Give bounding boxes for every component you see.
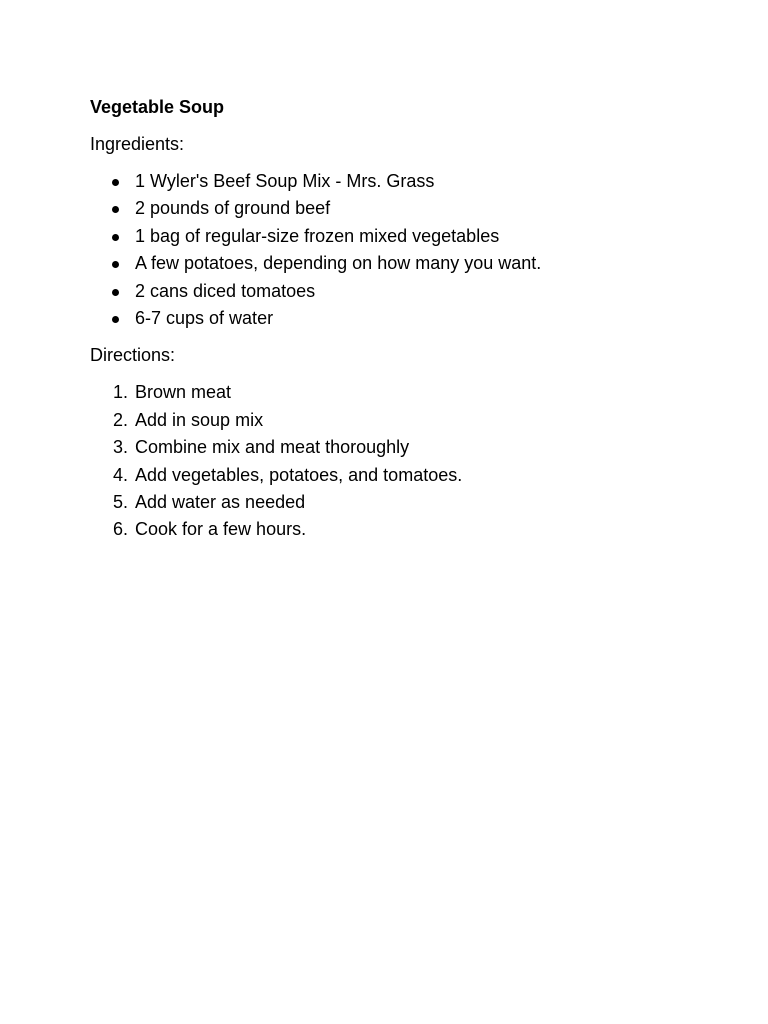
direction-step — [90, 489, 690, 516]
step-text: Add in soup mix — [135, 409, 264, 430]
recipe-title: Vegetable Soup — [90, 97, 225, 117]
directions-heading: Directions: — [90, 345, 176, 366]
ingredients-heading: Ingredients: — [90, 134, 185, 154]
step-number: 4. — [113, 464, 129, 485]
directions-list — [90, 379, 690, 543]
step-text: Combine mix and meat thoroughly — [135, 437, 410, 458]
step-number: 3. — [113, 437, 129, 458]
ingredient-item — [90, 278, 690, 305]
ingredient-text: A few potatoes, depending on how many you want. — [135, 253, 542, 274]
bullet-icon — [112, 179, 119, 186]
bullet-icon — [112, 316, 119, 323]
step-number: 5. — [113, 491, 129, 512]
step-text: Add vegetables, potatoes, and tomatoes. — [135, 464, 463, 485]
ingredient-item — [90, 168, 690, 195]
bullet-icon — [112, 206, 119, 213]
step-text: Add water as needed — [135, 491, 306, 512]
step-number: 6. — [113, 519, 129, 540]
direction-step — [90, 379, 690, 406]
bullet-icon — [112, 234, 119, 241]
direction-step — [90, 462, 690, 489]
step-text: Cook for a few hours. — [135, 519, 307, 540]
bullet-icon — [112, 261, 119, 268]
ingredient-text: 1 Wyler's Beef Soup Mix - Mrs. Grass — [135, 171, 435, 191]
direction-step — [90, 434, 690, 461]
ingredient-text: 2 pounds of ground beef — [135, 198, 331, 219]
ingredient-item — [90, 305, 690, 332]
ingredient-item — [90, 223, 690, 250]
step-number: 1. — [113, 382, 129, 403]
ingredient-item — [90, 195, 690, 222]
document-body — [90, 94, 690, 554]
ingredient-text: 1 bag of regular-size frozen mixed vegetables — [135, 225, 500, 246]
ingredient-item — [90, 250, 690, 277]
step-text: Brown meat — [135, 382, 232, 403]
direction-step — [90, 516, 690, 543]
ingredient-text: 2 cans diced tomatoes — [135, 280, 316, 301]
ingredients-list — [90, 168, 690, 332]
step-number: 2. — [113, 409, 129, 430]
bullet-icon — [112, 289, 119, 296]
direction-step — [90, 407, 690, 434]
ingredient-text: 6-7 cups of water — [135, 307, 274, 328]
